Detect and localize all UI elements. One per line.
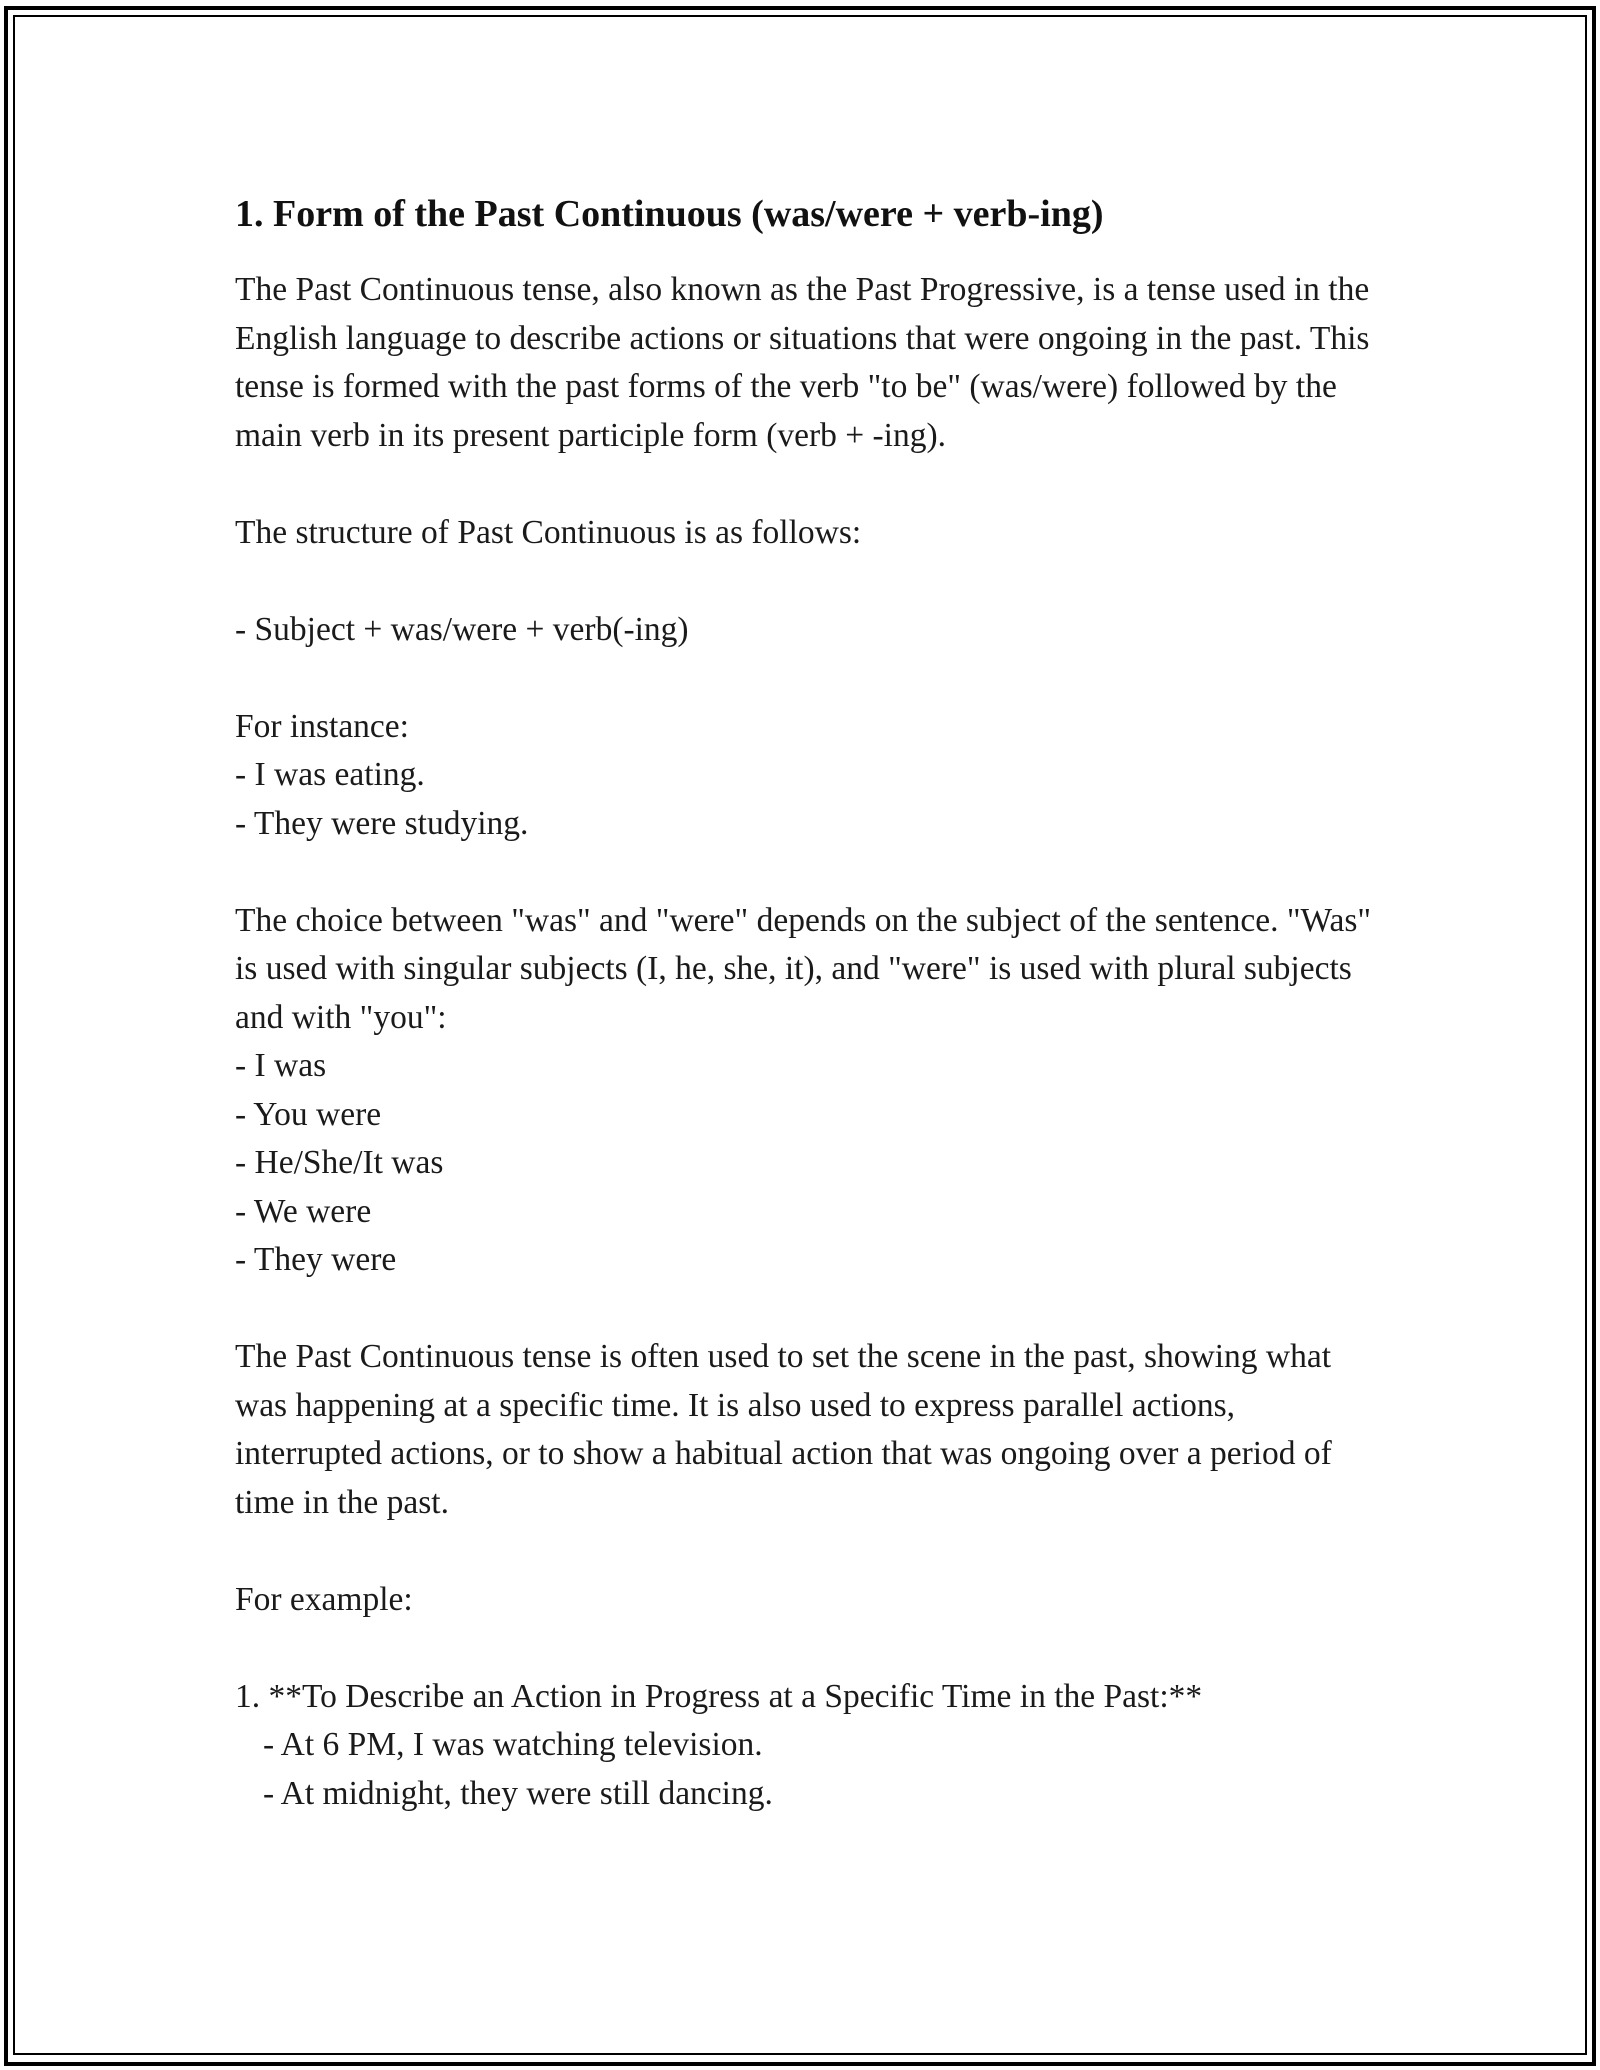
instance-list — [235, 751, 1375, 848]
list-item: - We were — [235, 1192, 372, 1230]
section-title: 1. Form of the Past Continuous (was/were + verb-ing) — [235, 193, 1104, 235]
list-item: - At 6 PM, I was watching television. — [263, 1726, 763, 1763]
list-item: - They were — [235, 1241, 397, 1278]
pronoun-list — [235, 1042, 1375, 1285]
numbered-item: 1. **To Describe an Action in Progress at a Specific Time in the Past:** — [235, 1677, 1203, 1715]
numbered-sublist — [235, 1721, 1375, 1818]
structure-heading: The structure of Past Continuous is as follows: — [235, 513, 862, 551]
spacer — [235, 460, 1375, 509]
document-body — [235, 188, 1380, 1818]
spacer — [235, 1527, 1375, 1576]
list-item: - I was — [235, 1047, 327, 1084]
intro-paragraph: The Past Continuous tense, also known as the Past Progressive, is a tense used in the English language to describe actions or situations that were ongoing in the past. This tense is formed with the past forms of the verb "to be" (was/were) followed by the main verb in its present participle form (verb + -ing). — [235, 271, 1378, 454]
spacer — [235, 1285, 1375, 1334]
instance-heading: For instance: — [235, 707, 409, 745]
structure-formula: - Subject + was/were + verb(-ing) — [235, 610, 689, 648]
spacer — [235, 557, 1375, 606]
list-item: - You were — [235, 1095, 382, 1133]
choice-paragraph: The choice between "was" and "were" depends on the subject of the sentence. "Was" is used with singular subjects (I, he, she, it), and "were" is used with plural subjects and with "you": — [235, 901, 1380, 1036]
list-item: - I was eating. — [235, 756, 425, 793]
spacer — [235, 1624, 1375, 1673]
list-item: - They were studying. — [235, 804, 529, 842]
spacer — [235, 654, 1375, 703]
list-item: - At midnight, they were still dancing. — [263, 1774, 773, 1812]
example-heading: For example: — [235, 1580, 413, 1618]
list-item: - He/She/It was — [235, 1144, 444, 1181]
spacer — [235, 848, 1375, 897]
usage-paragraph: The Past Continuous tense is often used to set the scene in the past, showing what was happening at a specific time. It is also used to express parallel actions, interrupted actions, or to show a habitual action that was ongoing over a period of time in the past. — [235, 1338, 1341, 1521]
